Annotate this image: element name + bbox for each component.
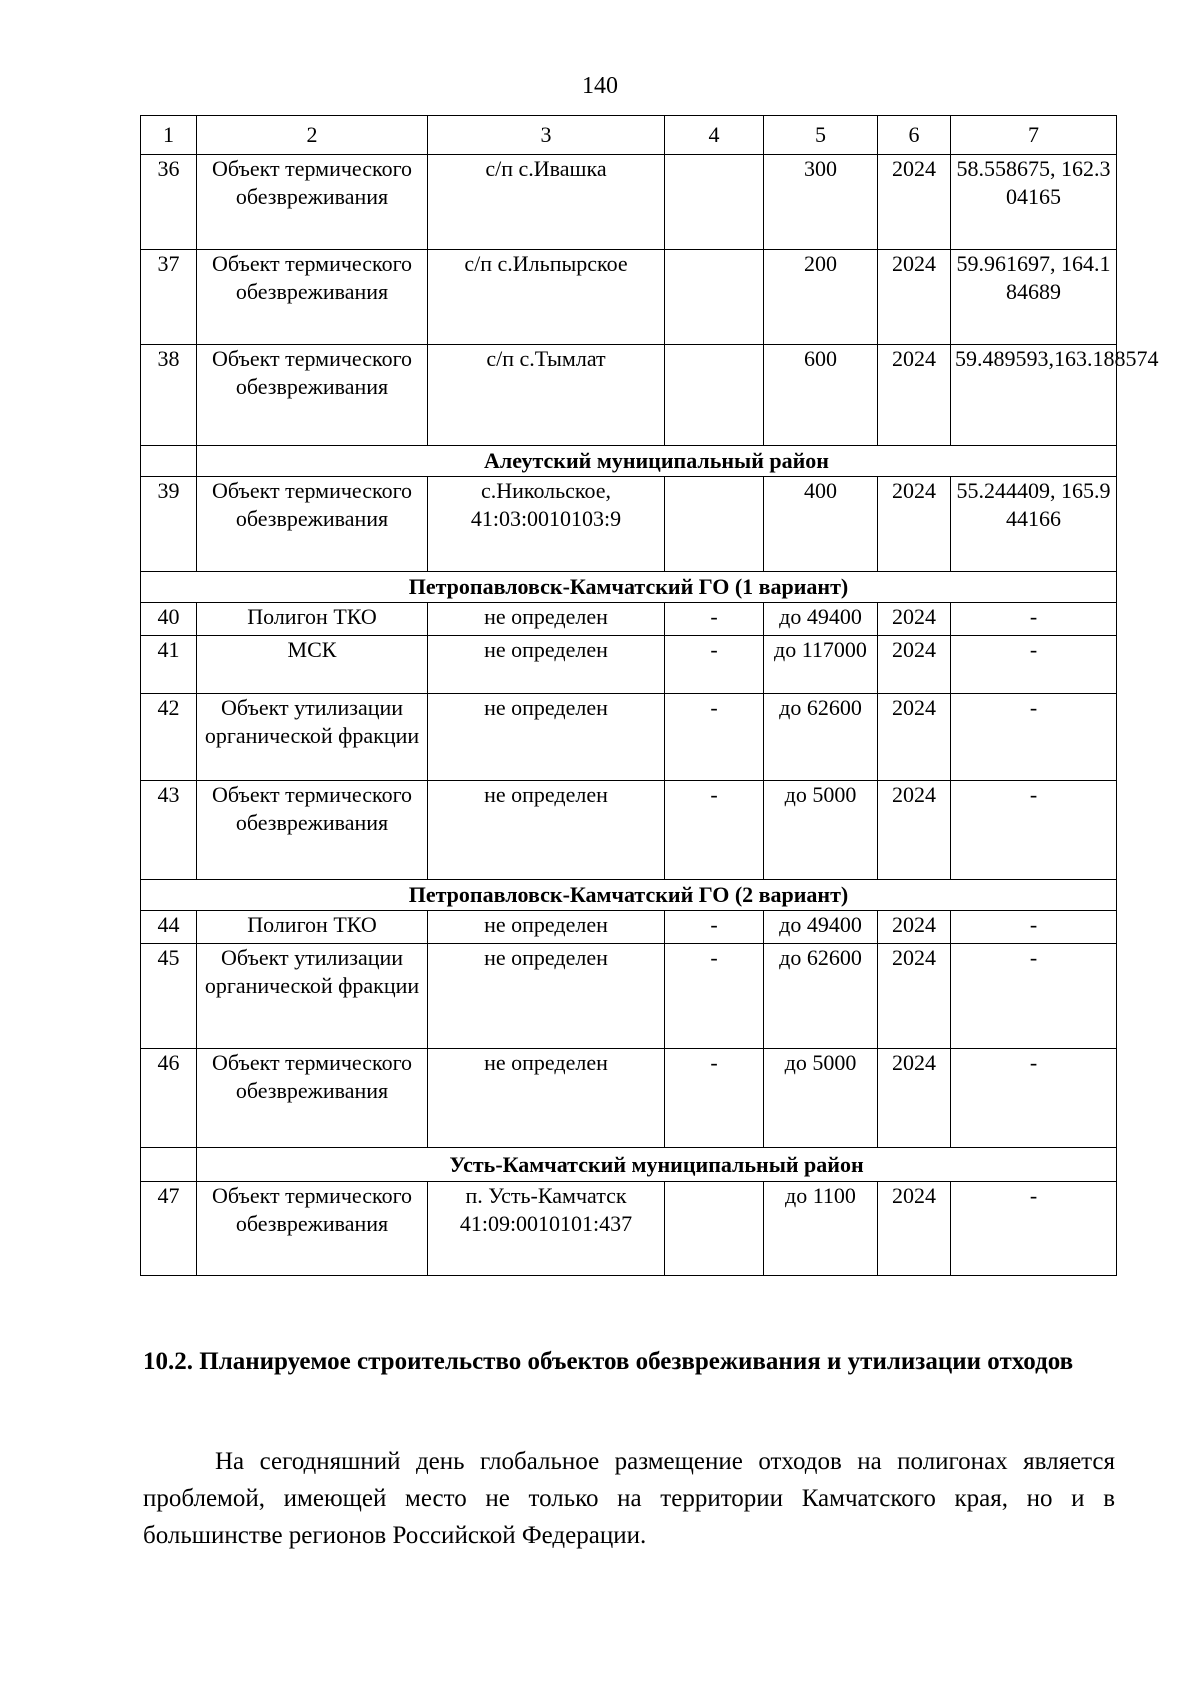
table-cell-col1: 45: [141, 944, 197, 1049]
table-cell-col3: с/п с.Ивашка: [428, 155, 665, 250]
table-cell-col6: 2024: [878, 1049, 951, 1148]
header-cell: 6: [878, 116, 951, 155]
table-cell-col2: Объект термического обезвреживания: [197, 1049, 428, 1148]
table-cell-col3: не определен: [428, 694, 665, 781]
table-cell-col3: с/п с.Тымлат: [428, 345, 665, 446]
table-cell-col5: до 49400: [764, 603, 878, 636]
section-title: Петропавловск-Камчатский ГО (2 вариант): [141, 880, 1117, 911]
table-cell-col2: Объект термического обезвреживания: [197, 155, 428, 250]
section-empty-cell: [141, 1148, 197, 1182]
table-cell-col5: 200: [764, 250, 878, 345]
table-cell-col5: 400: [764, 477, 878, 572]
table-cell-col4: -: [665, 694, 764, 781]
section-title: Усть-Камчатский муниципальный район: [197, 1148, 1117, 1182]
table-cell-col4: -: [665, 636, 764, 694]
table-cell-col5: до 5000: [764, 1049, 878, 1148]
table-cell-col2: МСК: [197, 636, 428, 694]
table-row: [141, 781, 1117, 880]
table-row: [141, 477, 1117, 572]
table-cell-col3: с.Никольское, 41:03:0010103:9: [428, 477, 665, 572]
header-cell: 1: [141, 116, 197, 155]
table-cell-col6: 2024: [878, 636, 951, 694]
table-cell-col3: с/п с.Ильпырское: [428, 250, 665, 345]
table-row: [141, 694, 1117, 781]
table-cell-col5: до 49400: [764, 911, 878, 944]
header-cell: 3: [428, 116, 665, 155]
table-cell-col3: не определен: [428, 781, 665, 880]
table-cell-col2: Полигон ТКО: [197, 911, 428, 944]
table-row: [141, 1049, 1117, 1148]
table-cell-col3: п. Усть-Камчатск 41:09:0010101:437: [428, 1182, 665, 1276]
table-cell-col5: до 1100: [764, 1182, 878, 1276]
table-cell-col2: Объект термического обезвреживания: [197, 1182, 428, 1276]
table-header-row: [141, 116, 1117, 155]
table-cell-col4: -: [665, 1049, 764, 1148]
section-heading: 10.2. Планируемое строительство объектов обезвреживания и утилизации отходов: [143, 1348, 1074, 1375]
table-cell-col3: не определен: [428, 603, 665, 636]
table-row: [141, 345, 1117, 446]
table-cell-col1: 41: [141, 636, 197, 694]
table-cell-col6: 2024: [878, 250, 951, 345]
table-row: [141, 155, 1117, 250]
table-cell-col1: 36: [141, 155, 197, 250]
table-cell-col7: 55.244409, 165.944166: [951, 477, 1117, 572]
section-title: Алеутский муниципальный район: [197, 446, 1117, 477]
table-cell-col6: 2024: [878, 603, 951, 636]
table-row: [141, 911, 1117, 944]
header-cell: 5: [764, 116, 878, 155]
table-cell-col5: до 62600: [764, 944, 878, 1049]
section-row: [141, 572, 1117, 603]
table-cell-col6: 2024: [878, 944, 951, 1049]
objects-table: [140, 115, 1159, 1276]
table-cell-col4: [665, 155, 764, 250]
header-cell: 2: [197, 116, 428, 155]
table-body: [141, 116, 1159, 1276]
table-cell-col1: 42: [141, 694, 197, 781]
table-cell-col1: 39: [141, 477, 197, 572]
table-cell-col7: -: [951, 694, 1117, 781]
table-cell-col7: -: [951, 636, 1117, 694]
table-cell-col7: -: [951, 944, 1117, 1049]
table-cell-col6: 2024: [878, 477, 951, 572]
table-cell-col2: Объект утилизации органической фракции: [197, 694, 428, 781]
table-cell-col4: -: [665, 911, 764, 944]
section-row: [141, 1148, 1117, 1182]
section-row: [141, 446, 1117, 477]
table-cell-col7: 59.489593,163.188574: [951, 345, 1117, 446]
table-cell-col4: [665, 477, 764, 572]
section-empty-cell: [141, 446, 197, 477]
table-cell-col4: -: [665, 944, 764, 1049]
table-row: [141, 636, 1117, 694]
table-cell-col1: 46: [141, 1049, 197, 1148]
table-cell-col2: Объект термического обезвреживания: [197, 477, 428, 572]
header-cell: 7: [951, 116, 1117, 155]
table-cell-col5: до 62600: [764, 694, 878, 781]
table-cell-col4: -: [665, 603, 764, 636]
table-cell-col7: -: [951, 1182, 1117, 1276]
table-cell-col6: 2024: [878, 694, 951, 781]
table-cell-col5: 600: [764, 345, 878, 446]
table-cell-col7: 58.558675, 162.304165: [951, 155, 1117, 250]
table-cell-col1: 44: [141, 911, 197, 944]
table-cell-col6: 2024: [878, 345, 951, 446]
page-number: 140: [582, 73, 618, 99]
table-cell-col2: Объект термического обезвреживания: [197, 345, 428, 446]
table-cell-col6: 2024: [878, 1182, 951, 1276]
table-cell-col3: не определен: [428, 944, 665, 1049]
table-cell-col2: Полигон ТКО: [197, 603, 428, 636]
table-row: [141, 603, 1117, 636]
table-row: [141, 250, 1117, 345]
table-cell-col1: 47: [141, 1182, 197, 1276]
table-cell-col2: Объект термического обезвреживания: [197, 781, 428, 880]
body-paragraph: На сегодняшний день глобальное размещение отходов на полигонах является проблемой, имеющей место не только на территории Камчатского края, но и в большинстве регионов Российской Федерации.: [143, 1448, 1115, 1549]
table-cell-col4: [665, 345, 764, 446]
table-cell-col1: 43: [141, 781, 197, 880]
table-cell-col1: 40: [141, 603, 197, 636]
table-cell-col6: 2024: [878, 911, 951, 944]
table-cell-col5: 300: [764, 155, 878, 250]
section-row: [141, 880, 1117, 911]
table-cell-col3: не определен: [428, 911, 665, 944]
table-cell-col2: Объект утилизации органической фракции: [197, 944, 428, 1049]
table-cell-col3: не определен: [428, 1049, 665, 1148]
table-cell-col4: [665, 1182, 764, 1276]
table-row: [141, 944, 1117, 1049]
table-cell-col1: 37: [141, 250, 197, 345]
table-cell-col7: -: [951, 781, 1117, 880]
table-cell-col7: 59.961697, 164.184689: [951, 250, 1117, 345]
table-cell-col6: 2024: [878, 155, 951, 250]
table-cell-col4: -: [665, 781, 764, 880]
table-cell-col1: 38: [141, 345, 197, 446]
table-cell-col5: до 117000: [764, 636, 878, 694]
section-title: Петропавловск-Камчатский ГО (1 вариант): [141, 572, 1117, 603]
table-cell-col6: 2024: [878, 781, 951, 880]
table-cell-col7: -: [951, 603, 1117, 636]
table-cell-col7: -: [951, 911, 1117, 944]
table-cell-col4: [665, 250, 764, 345]
table-cell-col3: не определен: [428, 636, 665, 694]
table-cell-col7: -: [951, 1049, 1117, 1148]
table-row: [141, 1182, 1117, 1276]
table-cell-col5: до 5000: [764, 781, 878, 880]
table-cell-col2: Объект термического обезвреживания: [197, 250, 428, 345]
header-cell: 4: [665, 116, 764, 155]
